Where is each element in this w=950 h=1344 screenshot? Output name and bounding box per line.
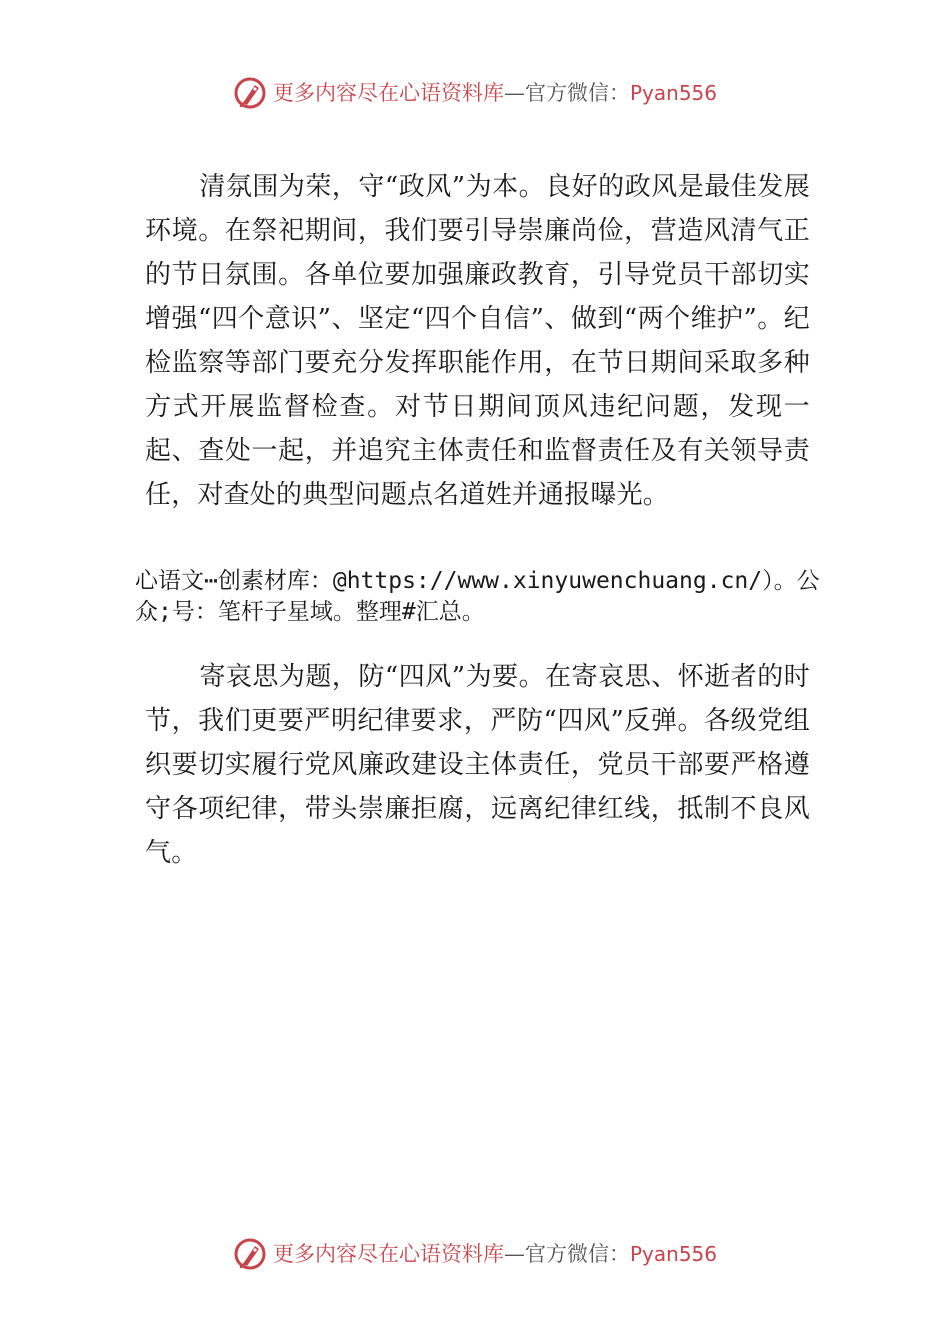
footer-wechat-label: 官方微信： [524,1242,630,1266]
footer-promo-text: 更多内容尽在心语资料库 [272,1242,504,1266]
footer-dash: — [503,1242,525,1266]
pen-nib-logo-icon [233,1237,267,1271]
paragraph-2-text: 寄哀思为题，防“四风”为要。在寄哀思、怀逝者的时节，我们更要严明纪律要求，严防“四风”反弹。各级党组织要切实履行党风廉政建设主体责任，党员干部要严格遵守各项纪律，带头崇廉拒腐，远离纪律红线，抵制不良风气。 [145,662,810,868]
paragraph-2 [145,655,810,875]
header-banner [0,73,950,113]
header-promo [273,73,717,113]
source-note: 心语文⋯创素材库：@https://www.xinyuwenchuang.cn/）。公众;号：笔杆子星域。整理#汇总。 [135,568,820,625]
footer-promo [273,1234,717,1274]
header-dash: — [503,81,525,105]
paragraph-1-text: 清氛围为荣，守“政风”为本。良好的政风是最佳发展环境。在祭祀期间，我们要引导崇廉尚俭，营造风清气正的节日氛围。各单位要加强廉政教育，引导党员干部切实增强“四个意识”、坚定“四个自信”、做到“两个维护”。纪检监察等部门要充分发挥职能作用，在节日期间采取多种方式开展监督检查。对节日期间顶风违纪问题，发现一起、查处一起，并追究主体责任和监督责任及有关领导责任，对查处的典型问题点名道姓并通报曝光。 [145,172,810,510]
header-wechat-id: Pyan556 [629,81,717,105]
footer-banner [0,1234,950,1274]
header-wechat-label: 官方微信： [524,81,630,105]
pen-nib-logo-icon [233,76,267,110]
paragraph-1 [145,165,810,517]
footer-wechat-id: Pyan556 [629,1242,717,1266]
header-promo-text: 更多内容尽在心语资料库 [272,81,504,105]
